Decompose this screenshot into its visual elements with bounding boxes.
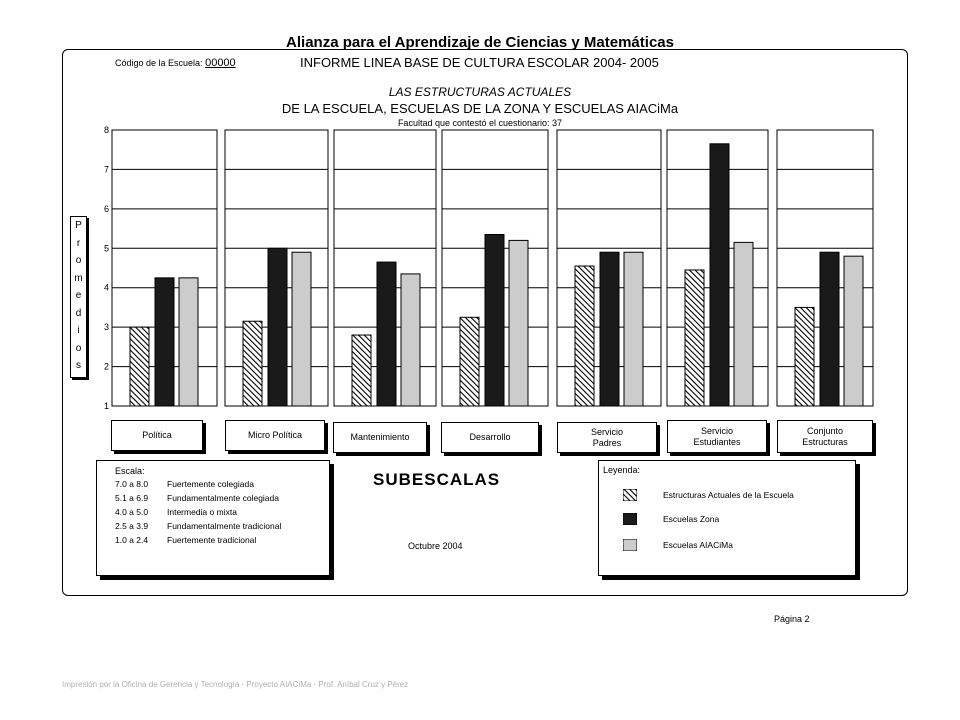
category-label-line: Estudiantes	[693, 436, 741, 447]
legend-label: Escuelas Zona	[663, 514, 720, 524]
chart-note: Facultad que contestó el cuestionario: 37	[397, 118, 563, 128]
scale-range: 1.0 a 2.4	[115, 535, 149, 545]
category-label	[777, 420, 873, 453]
category-label-line: Mantenimiento	[350, 432, 410, 442]
scale-range: 4.0 a 5.0	[115, 507, 149, 517]
page-number: Página 2	[774, 614, 810, 624]
school-code-value: 00000	[205, 57, 236, 69]
bar	[292, 252, 311, 406]
category-label-line: Servicio	[700, 425, 733, 436]
bar	[600, 252, 619, 406]
y-axis-label-letter: o	[75, 342, 82, 354]
bar	[624, 252, 643, 406]
legend-swatch-hatch	[623, 489, 637, 501]
y-axis-label-letter: r	[76, 237, 81, 249]
category-label-line: Desarrollo	[469, 432, 511, 442]
y-axis-label-letter: i	[77, 325, 80, 336]
bar	[460, 317, 479, 406]
y-axis-label-letter: e	[75, 290, 82, 301]
bar	[509, 240, 528, 406]
scale-range: 5.1 a 6.9	[115, 493, 149, 503]
school-code-label: Código de la Escuela:	[115, 58, 203, 68]
chart-subtitle: DE LA ESCUELA, ESCUELAS DE LA ZONA Y ESCUELAS AIACiMa	[281, 101, 679, 116]
bar	[820, 252, 839, 406]
bar	[130, 327, 149, 406]
bar	[710, 144, 729, 406]
scale-label: Fundamentalmente tradicional	[167, 521, 282, 531]
y-axis-label-letter: d	[75, 307, 82, 319]
category-label-line: Padres	[592, 437, 622, 448]
category-label	[441, 422, 539, 453]
category-label	[333, 422, 427, 453]
y-tick-label: 4	[103, 282, 109, 293]
category-label-line: Micro Política	[247, 430, 302, 440]
bar	[179, 278, 198, 406]
scale-label: Fuertemente tradicional	[167, 535, 257, 545]
y-tick-label: 3	[103, 322, 109, 333]
scale-range: 2.5 a 3.9	[115, 521, 149, 531]
category-label	[667, 420, 767, 453]
report-date: Octubre 2004	[408, 541, 463, 551]
y-tick-label: 5	[103, 243, 109, 254]
bar	[734, 242, 753, 406]
scale-row	[115, 507, 237, 517]
bar	[575, 266, 594, 406]
footer-credit: Impresión por la Oficina de Gerencia y Tecnología - Proyecto AIACiMa - Prof. Aníbal Cruz y Pérez	[62, 680, 409, 689]
y-tick-label: 2	[103, 361, 109, 372]
category-label	[111, 420, 203, 451]
y-axis-label-letter: m	[74, 272, 83, 284]
y-axis-label-letter: P	[75, 220, 82, 231]
scale-label: Fundamentalmente colegiada	[167, 493, 279, 503]
bar	[352, 335, 371, 406]
legend-swatch-aiacima	[623, 539, 637, 551]
bar	[685, 270, 704, 406]
bar	[377, 262, 396, 406]
page-title: Alianza para el Aprendizaje de Ciencias y Matemáticas	[286, 34, 674, 51]
bar	[155, 278, 174, 406]
category-label-line: Conjunto	[806, 425, 843, 436]
category-label-line: Política	[142, 430, 172, 440]
y-tick-label: 7	[103, 164, 109, 175]
legend-label: Estructuras Actuales de la Escuela	[663, 490, 794, 500]
scale-row	[115, 493, 279, 503]
y-axis-label-letter: s	[76, 360, 81, 371]
scale-row	[115, 479, 254, 489]
scale-label: Intermedia o mixta	[167, 507, 237, 517]
y-axis-label-letter: o	[75, 255, 82, 266]
category-label-line: Estructuras	[802, 436, 848, 447]
bar	[795, 307, 814, 406]
bar	[844, 256, 863, 406]
x-axis-label: SUBESCALAS	[373, 470, 501, 489]
y-tick-label: 6	[103, 203, 109, 214]
report-title: INFORME LINEA BASE DE CULTURA ESCOLAR 2004- 2005	[300, 55, 659, 70]
scale-legend	[96, 460, 330, 576]
scale-label: Fuertemente colegiada	[167, 479, 254, 489]
legend-label: Escuelas AIACiMa	[663, 540, 733, 550]
bar	[243, 321, 262, 406]
bar	[485, 234, 504, 406]
scale-row	[115, 521, 281, 531]
legend-swatch-zona	[623, 513, 637, 525]
chart-title: LAS ESTRUCTURAS ACTUALES	[388, 85, 572, 99]
category-label-line: Servicio	[590, 426, 623, 437]
bar	[401, 274, 420, 406]
scale-row	[115, 535, 256, 545]
category-label	[225, 420, 325, 451]
legend-title: Leyenda:	[603, 465, 641, 475]
scale-range: 7.0 a 8.0	[115, 479, 149, 489]
bar	[268, 248, 287, 406]
y-tick-label: 8	[103, 125, 109, 135]
category-label	[557, 422, 657, 453]
series-legend	[598, 460, 856, 576]
y-tick-label: 1	[103, 401, 109, 411]
scale-legend-title: Escala:	[115, 466, 145, 476]
